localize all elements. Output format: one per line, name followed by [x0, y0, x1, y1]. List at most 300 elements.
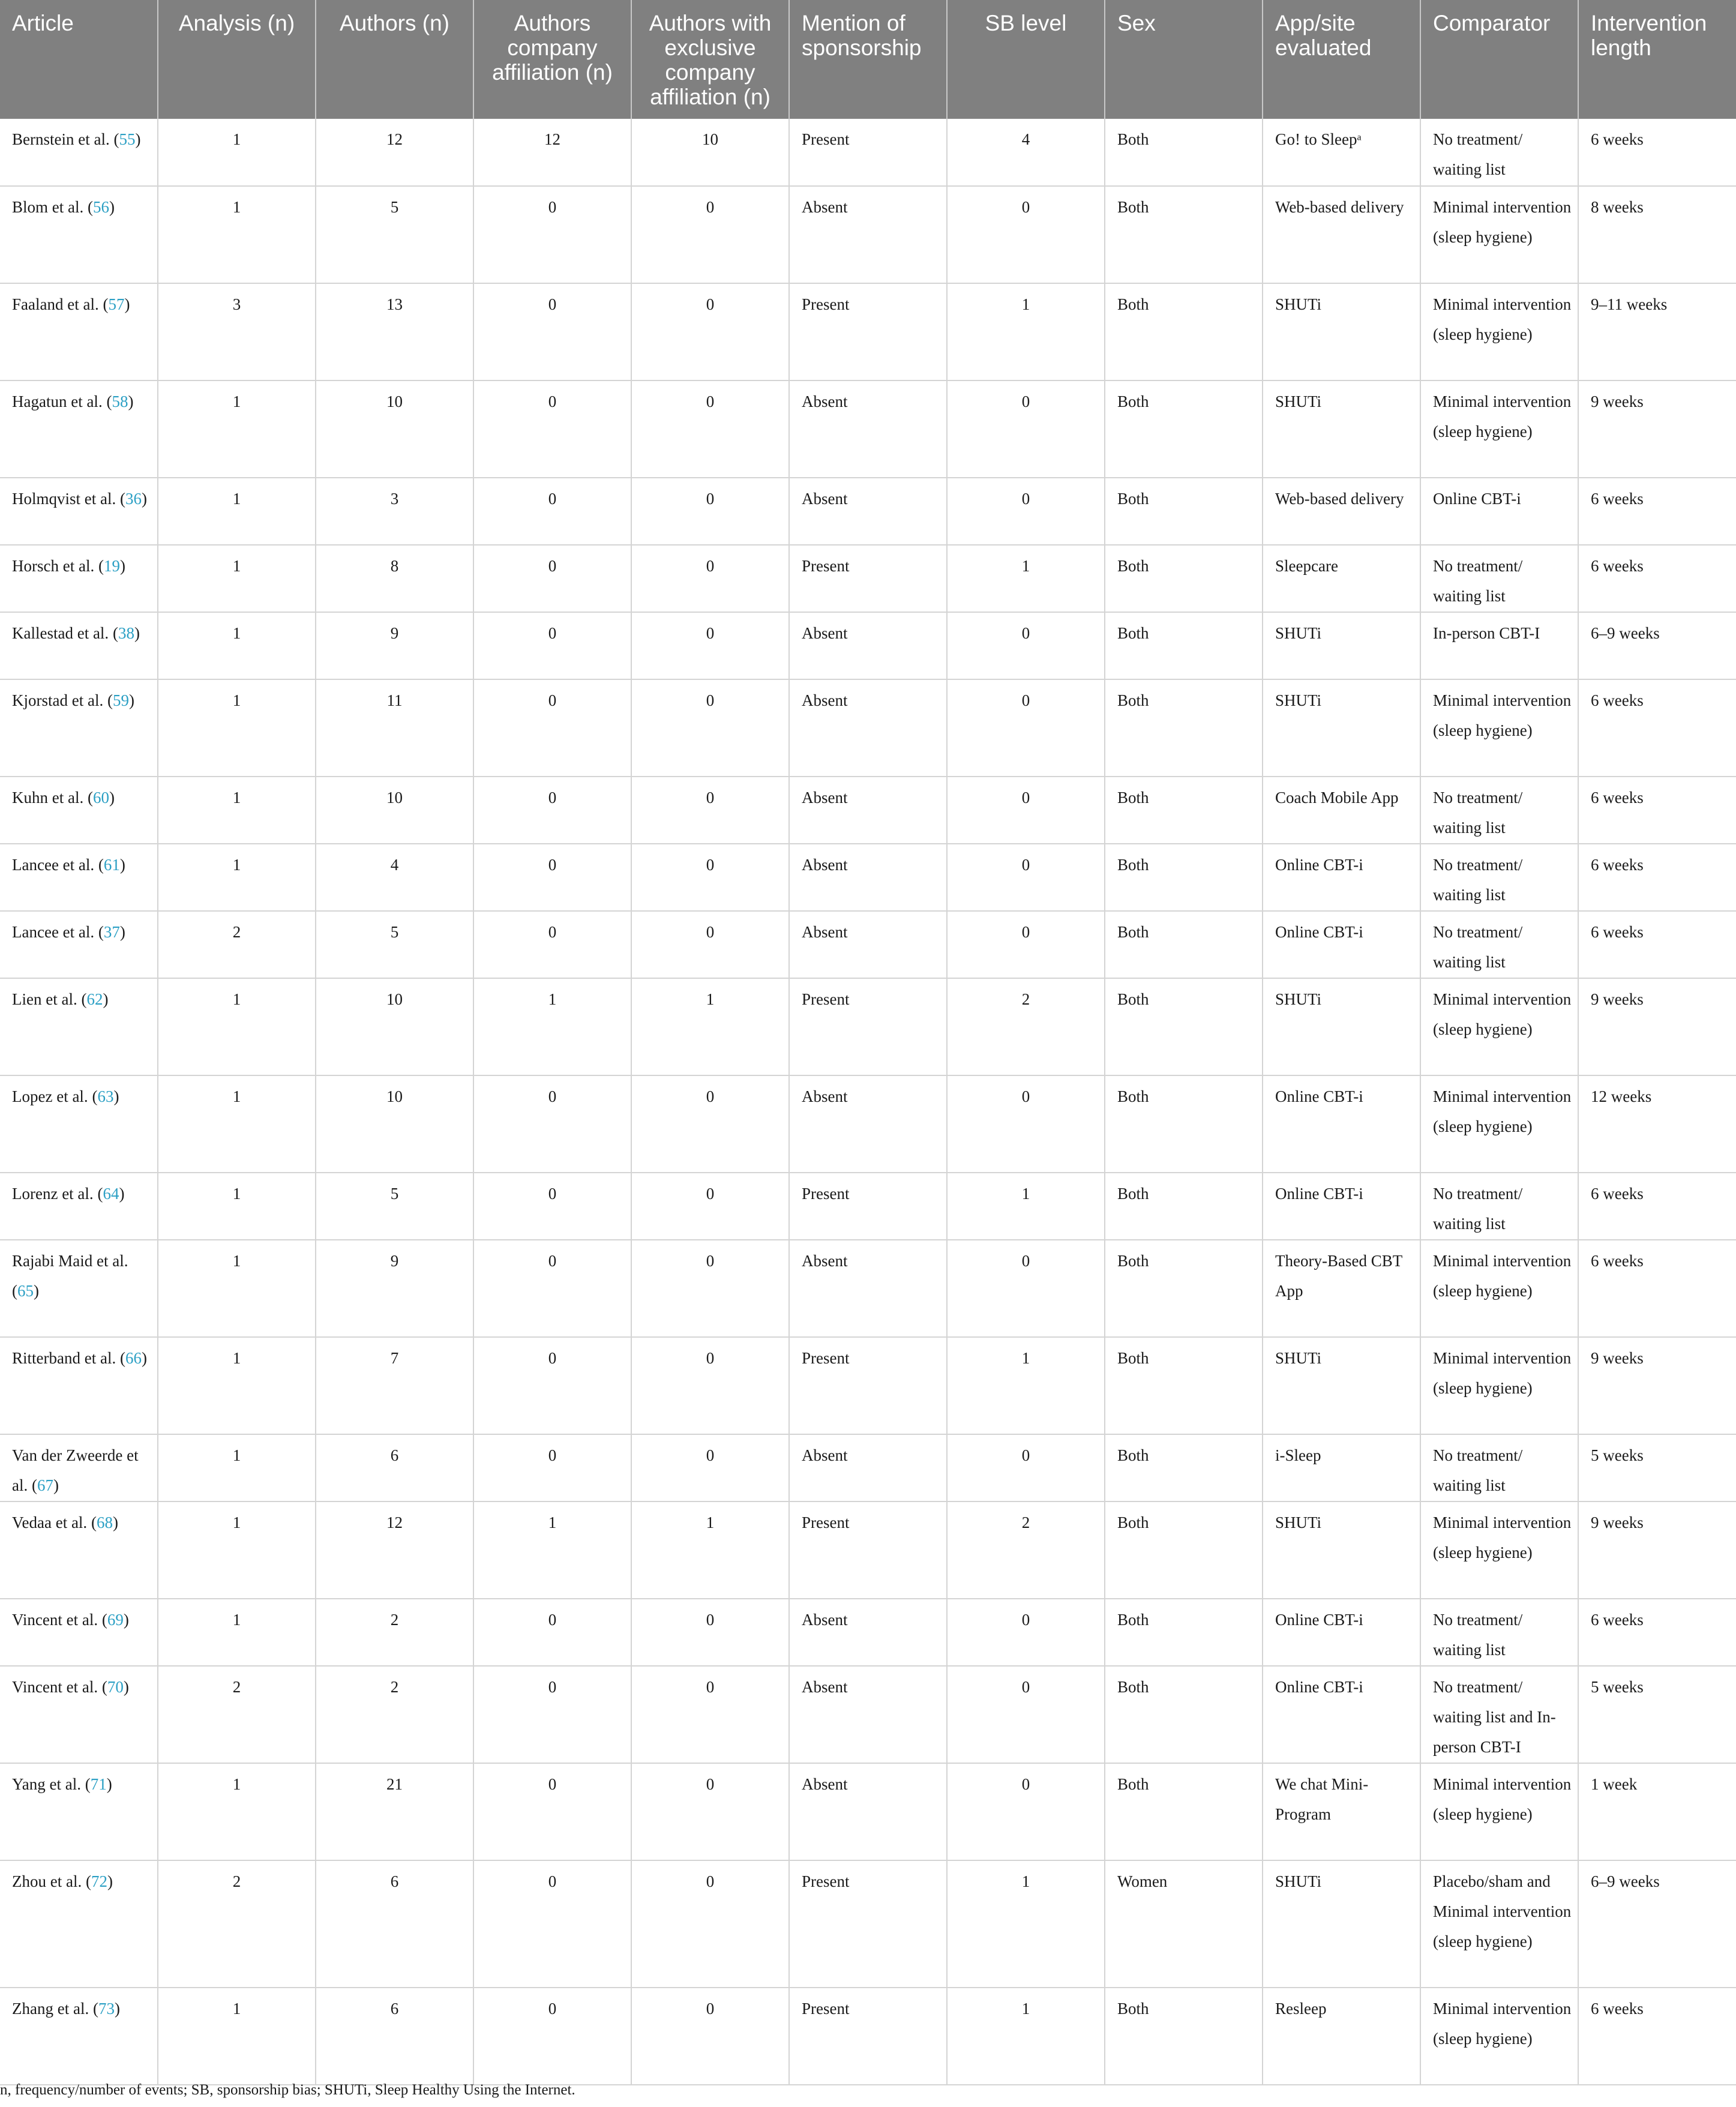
- authors-cell: 7: [316, 1337, 473, 1434]
- reference-link[interactable]: 56: [92, 198, 109, 216]
- comparator-cell: Minimal intervention (sleep hygiene): [1420, 1075, 1578, 1173]
- sb-level-cell: 2: [947, 978, 1105, 1075]
- comparator-cell: Minimal intervention (sleep hygiene): [1420, 186, 1578, 283]
- authors-cell: 13: [316, 283, 473, 380]
- header-sb-level: SB level: [947, 0, 1105, 119]
- comparator-cell: Minimal intervention (sleep hygiene): [1420, 1763, 1578, 1860]
- reference-link[interactable]: 61: [103, 856, 120, 874]
- article-name: Holmqvist et al.: [12, 490, 116, 508]
- analysis-cell: 1: [158, 1337, 316, 1434]
- sb-level-cell: 0: [947, 1434, 1105, 1501]
- sex-cell: Both: [1105, 478, 1263, 545]
- sex-cell: Both: [1105, 1763, 1263, 1860]
- sponsorship-cell: Present: [789, 1501, 947, 1599]
- article-name: Bernstein et al.: [12, 130, 110, 148]
- sponsorship-cell: Present: [789, 283, 947, 380]
- article-name: Rajabi Maid et al.: [12, 1252, 128, 1270]
- company-affiliation-cell: 0: [473, 612, 631, 679]
- company-affiliation-cell: 0: [473, 478, 631, 545]
- table-body: [0, 119, 1736, 2085]
- article-cell: Horsch et al. (19): [0, 545, 158, 612]
- table-row: [0, 119, 1736, 186]
- sb-level-cell: 0: [947, 380, 1105, 478]
- sex-cell: Both: [1105, 679, 1263, 777]
- table-row: [0, 612, 1736, 679]
- comparator-cell: Minimal intervention (sleep hygiene): [1420, 1988, 1578, 2085]
- intervention-length-cell: 9 weeks: [1578, 380, 1736, 478]
- table-footnote: n, frequency/number of events; SB, sponsorship bias; SHUTi, Sleep Healthy Using the Internet.: [0, 2082, 575, 2098]
- intervention-length-cell: 6 weeks: [1578, 679, 1736, 777]
- article-cell: Faaland et al. (57): [0, 283, 158, 380]
- reference-link[interactable]: 64: [103, 1185, 119, 1203]
- header-sex: Sex: [1105, 0, 1263, 119]
- company-affiliation-cell: 0: [473, 283, 631, 380]
- reference-link[interactable]: 65: [17, 1282, 34, 1300]
- sponsorship-cell: Absent: [789, 777, 947, 844]
- company-affiliation-cell: 0: [473, 844, 631, 911]
- intervention-length-cell: 6 weeks: [1578, 545, 1736, 612]
- authors-cell: 6: [316, 1434, 473, 1501]
- sponsorship-cell: Absent: [789, 911, 947, 978]
- sex-cell: Women: [1105, 1860, 1263, 1988]
- header-analysis: Analysis (n): [158, 0, 316, 119]
- sb-level-cell: 2: [947, 1501, 1105, 1599]
- table-row: [0, 777, 1736, 844]
- sex-cell: Both: [1105, 777, 1263, 844]
- exclusive-affiliation-cell: 0: [631, 612, 789, 679]
- sex-cell: Both: [1105, 1434, 1263, 1501]
- table-row: [0, 380, 1736, 478]
- intervention-length-cell: 6 weeks: [1578, 1173, 1736, 1240]
- exclusive-affiliation-cell: 0: [631, 1075, 789, 1173]
- company-affiliation-cell: 0: [473, 911, 631, 978]
- comparator-cell: Minimal intervention (sleep hygiene): [1420, 1501, 1578, 1599]
- app-site-cell: SHUTi: [1263, 978, 1420, 1075]
- app-site-cell: SHUTi: [1263, 1337, 1420, 1434]
- authors-cell: 8: [316, 545, 473, 612]
- company-affiliation-cell: 0: [473, 1240, 631, 1337]
- authors-cell: 6: [316, 1988, 473, 2085]
- app-site-cell: Sleepcare: [1263, 545, 1420, 612]
- exclusive-affiliation-cell: 0: [631, 777, 789, 844]
- sponsorship-cell: Present: [789, 119, 947, 186]
- sponsorship-cell: Absent: [789, 186, 947, 283]
- company-affiliation-cell: 0: [473, 380, 631, 478]
- app-site-cell: Theory-Based CBT App: [1263, 1240, 1420, 1337]
- analysis-cell: 2: [158, 1860, 316, 1988]
- app-site-cell: SHUTi: [1263, 612, 1420, 679]
- reference-link[interactable]: 70: [107, 1678, 124, 1696]
- exclusive-affiliation-cell: 1: [631, 1501, 789, 1599]
- authors-cell: 4: [316, 844, 473, 911]
- intervention-length-cell: 5 weeks: [1578, 1434, 1736, 1501]
- article-name: Vincent et al.: [12, 1678, 98, 1696]
- sb-level-cell: 0: [947, 186, 1105, 283]
- analysis-cell: 1: [158, 1599, 316, 1666]
- sb-level-cell: 0: [947, 911, 1105, 978]
- sb-level-cell: 0: [947, 612, 1105, 679]
- comparator-cell: No treatment/ waiting list: [1420, 777, 1578, 844]
- analysis-cell: 1: [158, 1763, 316, 1860]
- company-affiliation-cell: 0: [473, 679, 631, 777]
- comparator-cell: In-person CBT-I: [1420, 612, 1578, 679]
- article-name: Kuhn et al.: [12, 789, 84, 807]
- table-row: [0, 545, 1736, 612]
- exclusive-affiliation-cell: 10: [631, 119, 789, 186]
- company-affiliation-cell: 0: [473, 777, 631, 844]
- reference-link[interactable]: 19: [103, 557, 120, 575]
- reference-link[interactable]: 58: [112, 392, 128, 410]
- table-row: [0, 911, 1736, 978]
- intervention-length-cell: 5 weeks: [1578, 1666, 1736, 1763]
- intervention-length-cell: 6 weeks: [1578, 844, 1736, 911]
- article-name: Lien et al.: [12, 990, 77, 1008]
- comparator-cell: No treatment/ waiting list: [1420, 1599, 1578, 1666]
- sex-cell: Both: [1105, 380, 1263, 478]
- exclusive-affiliation-cell: 0: [631, 911, 789, 978]
- intervention-length-cell: 6 weeks: [1578, 1988, 1736, 2085]
- article-name: Kjorstad et al.: [12, 691, 104, 709]
- company-affiliation-cell: 0: [473, 1075, 631, 1173]
- app-site-cell: Online CBT-i: [1263, 1666, 1420, 1763]
- article-cell: Vincent et al. (69): [0, 1599, 158, 1666]
- reference-link[interactable]: 67: [37, 1476, 53, 1494]
- article-name: Van der Zweerde et al.: [12, 1446, 139, 1494]
- authors-cell: 9: [316, 1240, 473, 1337]
- comparator-cell: Online CBT-i: [1420, 478, 1578, 545]
- exclusive-affiliation-cell: 0: [631, 478, 789, 545]
- analysis-cell: 2: [158, 911, 316, 978]
- authors-cell: 5: [316, 1173, 473, 1240]
- article-cell: Vedaa et al. (68): [0, 1501, 158, 1599]
- analysis-cell: 1: [158, 1434, 316, 1501]
- intervention-length-cell: 6 weeks: [1578, 1240, 1736, 1337]
- exclusive-affiliation-cell: 0: [631, 1599, 789, 1666]
- sex-cell: Both: [1105, 283, 1263, 380]
- comparator-cell: Minimal intervention (sleep hygiene): [1420, 679, 1578, 777]
- sponsorship-cell: Absent: [789, 1599, 947, 1666]
- comparator-cell: No treatment/ waiting list: [1420, 1434, 1578, 1501]
- company-affiliation-cell: 0: [473, 1599, 631, 1666]
- table-row: [0, 1337, 1736, 1434]
- sponsorship-cell: Absent: [789, 1763, 947, 1860]
- sex-cell: Both: [1105, 1599, 1263, 1666]
- exclusive-affiliation-cell: 0: [631, 1860, 789, 1988]
- sponsorship-cell: Absent: [789, 612, 947, 679]
- analysis-cell: 1: [158, 1501, 316, 1599]
- exclusive-affiliation-cell: 0: [631, 1173, 789, 1240]
- company-affiliation-cell: 0: [473, 1337, 631, 1434]
- analysis-cell: 1: [158, 1075, 316, 1173]
- table-row: [0, 1763, 1736, 1860]
- table-row: [0, 1434, 1736, 1501]
- sponsorship-cell: Absent: [789, 844, 947, 911]
- app-site-cell: Coach Mobile App: [1263, 777, 1420, 844]
- sex-cell: Both: [1105, 911, 1263, 978]
- comparator-cell: No treatment/ waiting list: [1420, 545, 1578, 612]
- exclusive-affiliation-cell: 0: [631, 1666, 789, 1763]
- header-sponsorship: Mention of sponsorship: [789, 0, 947, 119]
- comparator-cell: Minimal intervention (sleep hygiene): [1420, 380, 1578, 478]
- table-row: [0, 478, 1736, 545]
- article-cell: Lancee et al. (37): [0, 911, 158, 978]
- header-comparator: Comparator: [1420, 0, 1578, 119]
- exclusive-affiliation-cell: 0: [631, 679, 789, 777]
- authors-cell: 5: [316, 911, 473, 978]
- article-cell: Vincent et al. (70): [0, 1666, 158, 1763]
- sb-level-cell: 0: [947, 478, 1105, 545]
- header-authors: Authors (n): [316, 0, 473, 119]
- authors-cell: 10: [316, 978, 473, 1075]
- comparator-cell: Placebo/sham and Minimal intervention (sleep hygiene): [1420, 1860, 1578, 1988]
- reference-link[interactable]: 62: [86, 990, 103, 1008]
- table-row: [0, 283, 1736, 380]
- article-cell: Rajabi Maid et al. (65): [0, 1240, 158, 1337]
- header-article: Article: [0, 0, 158, 119]
- sb-level-cell: 1: [947, 545, 1105, 612]
- app-site-cell: Web-based delivery: [1263, 478, 1420, 545]
- sponsorship-cell: Present: [789, 1173, 947, 1240]
- app-site-cell: i-Sleep: [1263, 1434, 1420, 1501]
- analysis-cell: 1: [158, 679, 316, 777]
- sex-cell: Both: [1105, 1501, 1263, 1599]
- article-name: Vincent et al.: [12, 1611, 98, 1629]
- article-name: Zhang et al.: [12, 2000, 89, 2018]
- sb-level-cell: 1: [947, 1860, 1105, 1988]
- authors-cell: 12: [316, 1501, 473, 1599]
- company-affiliation-cell: 0: [473, 1988, 631, 2085]
- article-cell: Bernstein et al. (55): [0, 119, 158, 186]
- authors-cell: 12: [316, 119, 473, 186]
- comparator-cell: Minimal intervention (sleep hygiene): [1420, 1240, 1578, 1337]
- authors-cell: 10: [316, 1075, 473, 1173]
- authors-cell: 3: [316, 478, 473, 545]
- comparator-cell: Minimal intervention (sleep hygiene): [1420, 283, 1578, 380]
- article-name: Hagatun et al.: [12, 392, 103, 410]
- sex-cell: Both: [1105, 1240, 1263, 1337]
- reference-link[interactable]: 57: [108, 295, 125, 313]
- table-row: [0, 1240, 1736, 1337]
- sb-level-cell: 1: [947, 283, 1105, 380]
- reference-link[interactable]: 59: [112, 691, 129, 709]
- company-affiliation-cell: 1: [473, 1501, 631, 1599]
- reference-link[interactable]: 63: [97, 1087, 114, 1105]
- app-site-cell: Web-based delivery: [1263, 186, 1420, 283]
- authors-cell: 11: [316, 679, 473, 777]
- article-cell: Zhou et al. (72): [0, 1860, 158, 1988]
- exclusive-affiliation-cell: 0: [631, 283, 789, 380]
- analysis-cell: 1: [158, 844, 316, 911]
- sex-cell: Both: [1105, 844, 1263, 911]
- exclusive-affiliation-cell: 0: [631, 1337, 789, 1434]
- intervention-length-cell: 6 weeks: [1578, 478, 1736, 545]
- header-row: [0, 0, 1736, 119]
- app-site-cell: Online CBT-i: [1263, 844, 1420, 911]
- app-site-cell: We chat Mini-Program: [1263, 1763, 1420, 1860]
- table-row: [0, 1599, 1736, 1666]
- analysis-cell: 1: [158, 119, 316, 186]
- reference-link[interactable]: 60: [92, 789, 109, 807]
- sex-cell: Both: [1105, 1988, 1263, 2085]
- comparator-cell: No treatment/ waiting list: [1420, 1173, 1578, 1240]
- analysis-cell: 1: [158, 1240, 316, 1337]
- app-site-cell: SHUTi: [1263, 679, 1420, 777]
- sb-level-cell: 0: [947, 1240, 1105, 1337]
- app-site-cell: SHUTi: [1263, 283, 1420, 380]
- sponsorship-cell: Absent: [789, 1075, 947, 1173]
- sponsorship-cell: Absent: [789, 1434, 947, 1501]
- authors-cell: 5: [316, 186, 473, 283]
- sb-level-cell: 0: [947, 777, 1105, 844]
- app-site-cell: SHUTi: [1263, 1860, 1420, 1988]
- reference-link[interactable]: 37: [103, 923, 120, 941]
- sb-level-cell: 0: [947, 1075, 1105, 1173]
- comparator-cell: No treatment/ waiting list: [1420, 844, 1578, 911]
- exclusive-affiliation-cell: 0: [631, 1988, 789, 2085]
- app-site-cell: Online CBT-i: [1263, 1075, 1420, 1173]
- intervention-length-cell: 6–9 weeks: [1578, 612, 1736, 679]
- sex-cell: Both: [1105, 119, 1263, 186]
- sb-level-cell: 0: [947, 844, 1105, 911]
- article-name: Horsch et al.: [12, 557, 95, 575]
- article-name: Zhou et al.: [12, 1872, 82, 1890]
- intervention-length-cell: 9 weeks: [1578, 1337, 1736, 1434]
- app-site-cell: Go! to Sleepᵃ: [1263, 119, 1420, 186]
- authors-cell: 10: [316, 777, 473, 844]
- article-cell: Kallestad et al. (38): [0, 612, 158, 679]
- reference-link[interactable]: 55: [119, 130, 136, 148]
- reference-link[interactable]: 38: [118, 624, 134, 642]
- analysis-cell: 1: [158, 777, 316, 844]
- app-site-cell: SHUTi: [1263, 1501, 1420, 1599]
- sponsorship-cell: Present: [789, 978, 947, 1075]
- exclusive-affiliation-cell: 1: [631, 978, 789, 1075]
- table-row: [0, 679, 1736, 777]
- company-affiliation-cell: 0: [473, 1434, 631, 1501]
- exclusive-affiliation-cell: 0: [631, 1240, 789, 1337]
- article-cell: Kuhn et al. (60): [0, 777, 158, 844]
- sex-cell: Both: [1105, 186, 1263, 283]
- exclusive-affiliation-cell: 0: [631, 186, 789, 283]
- authors-cell: 6: [316, 1860, 473, 1988]
- intervention-length-cell: 9–11 weeks: [1578, 283, 1736, 380]
- sponsorship-cell: Present: [789, 1337, 947, 1434]
- sponsorship-cell: Present: [789, 545, 947, 612]
- header-company-affiliation: Authors company affiliation (n): [473, 0, 631, 119]
- table-row: [0, 1988, 1736, 2085]
- intervention-length-cell: 8 weeks: [1578, 186, 1736, 283]
- article-cell: Ritterband et al. (66): [0, 1337, 158, 1434]
- reference-link[interactable]: 66: [125, 1349, 142, 1367]
- table-row: [0, 978, 1736, 1075]
- article-name: Lopez et al.: [12, 1087, 88, 1105]
- article-cell: Zhang et al. (73): [0, 1988, 158, 2085]
- article-cell: Yang et al. (71): [0, 1763, 158, 1860]
- article-cell: Blom et al. (56): [0, 186, 158, 283]
- comparator-cell: No treatment/ waiting list: [1420, 911, 1578, 978]
- authors-cell: 21: [316, 1763, 473, 1860]
- reference-link[interactable]: 73: [98, 2000, 115, 2018]
- article-name: Lancee et al.: [12, 856, 95, 874]
- analysis-cell: 1: [158, 186, 316, 283]
- article-cell: Lancee et al. (61): [0, 844, 158, 911]
- authors-cell: 10: [316, 380, 473, 478]
- company-affiliation-cell: 12: [473, 119, 631, 186]
- table-row: [0, 1666, 1736, 1763]
- app-site-cell: Resleep: [1263, 1988, 1420, 2085]
- sponsorship-cell: Absent: [789, 1666, 947, 1763]
- authors-cell: 2: [316, 1666, 473, 1763]
- sex-cell: Both: [1105, 1337, 1263, 1434]
- header-exclusive-affiliation: Authors with exclusive company affiliation (n): [631, 0, 789, 119]
- analysis-cell: 1: [158, 978, 316, 1075]
- sb-level-cell: 0: [947, 1666, 1105, 1763]
- intervention-length-cell: 6 weeks: [1578, 911, 1736, 978]
- sponsorship-cell: Absent: [789, 679, 947, 777]
- article-cell: Holmqvist et al. (36): [0, 478, 158, 545]
- comparator-cell: Minimal intervention (sleep hygiene): [1420, 978, 1578, 1075]
- table-row: [0, 1501, 1736, 1599]
- table-row: [0, 1860, 1736, 1988]
- analysis-cell: 3: [158, 283, 316, 380]
- comparator-cell: No treatment/ waiting list: [1420, 119, 1578, 186]
- app-site-cell: Online CBT-i: [1263, 1173, 1420, 1240]
- analysis-cell: 1: [158, 612, 316, 679]
- reference-link[interactable]: 72: [91, 1872, 107, 1890]
- intervention-length-cell: 9 weeks: [1578, 1501, 1736, 1599]
- intervention-length-cell: 6 weeks: [1578, 777, 1736, 844]
- reference-link[interactable]: 68: [96, 1513, 113, 1531]
- article-name: Blom et al.: [12, 198, 84, 216]
- table-row: [0, 186, 1736, 283]
- sex-cell: Both: [1105, 612, 1263, 679]
- exclusive-affiliation-cell: 0: [631, 380, 789, 478]
- company-affiliation-cell: 0: [473, 1173, 631, 1240]
- article-cell: Lien et al. (62): [0, 978, 158, 1075]
- article-cell: Hagatun et al. (58): [0, 380, 158, 478]
- exclusive-affiliation-cell: 0: [631, 545, 789, 612]
- intervention-length-cell: 6 weeks: [1578, 119, 1736, 186]
- exclusive-affiliation-cell: 0: [631, 1434, 789, 1501]
- sponsorship-cell: Absent: [789, 478, 947, 545]
- reference-link[interactable]: 36: [125, 490, 142, 508]
- company-affiliation-cell: 0: [473, 1666, 631, 1763]
- article-cell: Van der Zweerde et al. (67): [0, 1434, 158, 1501]
- company-affiliation-cell: 0: [473, 186, 631, 283]
- company-affiliation-cell: 0: [473, 545, 631, 612]
- sb-level-cell: 1: [947, 1173, 1105, 1240]
- company-affiliation-cell: 0: [473, 1763, 631, 1860]
- article-name: Faaland et al.: [12, 295, 99, 313]
- analysis-cell: 1: [158, 380, 316, 478]
- intervention-length-cell: 1 week: [1578, 1763, 1736, 1860]
- article-name: Kallestad et al.: [12, 624, 109, 642]
- sponsorship-cell: Absent: [789, 1240, 947, 1337]
- article-cell: Kjorstad et al. (59): [0, 679, 158, 777]
- sex-cell: Both: [1105, 1666, 1263, 1763]
- sb-level-cell: 4: [947, 119, 1105, 186]
- article-name: Yang et al.: [12, 1775, 82, 1793]
- sponsorship-cell: Present: [789, 1860, 947, 1988]
- reference-link[interactable]: 69: [107, 1611, 124, 1629]
- app-site-cell: Online CBT-i: [1263, 911, 1420, 978]
- header-intervention-length: Intervention length: [1578, 0, 1736, 119]
- reference-link[interactable]: 71: [90, 1775, 107, 1793]
- sb-level-cell: 1: [947, 1988, 1105, 2085]
- app-site-cell: Online CBT-i: [1263, 1599, 1420, 1666]
- table-row: [0, 1173, 1736, 1240]
- sex-cell: Both: [1105, 978, 1263, 1075]
